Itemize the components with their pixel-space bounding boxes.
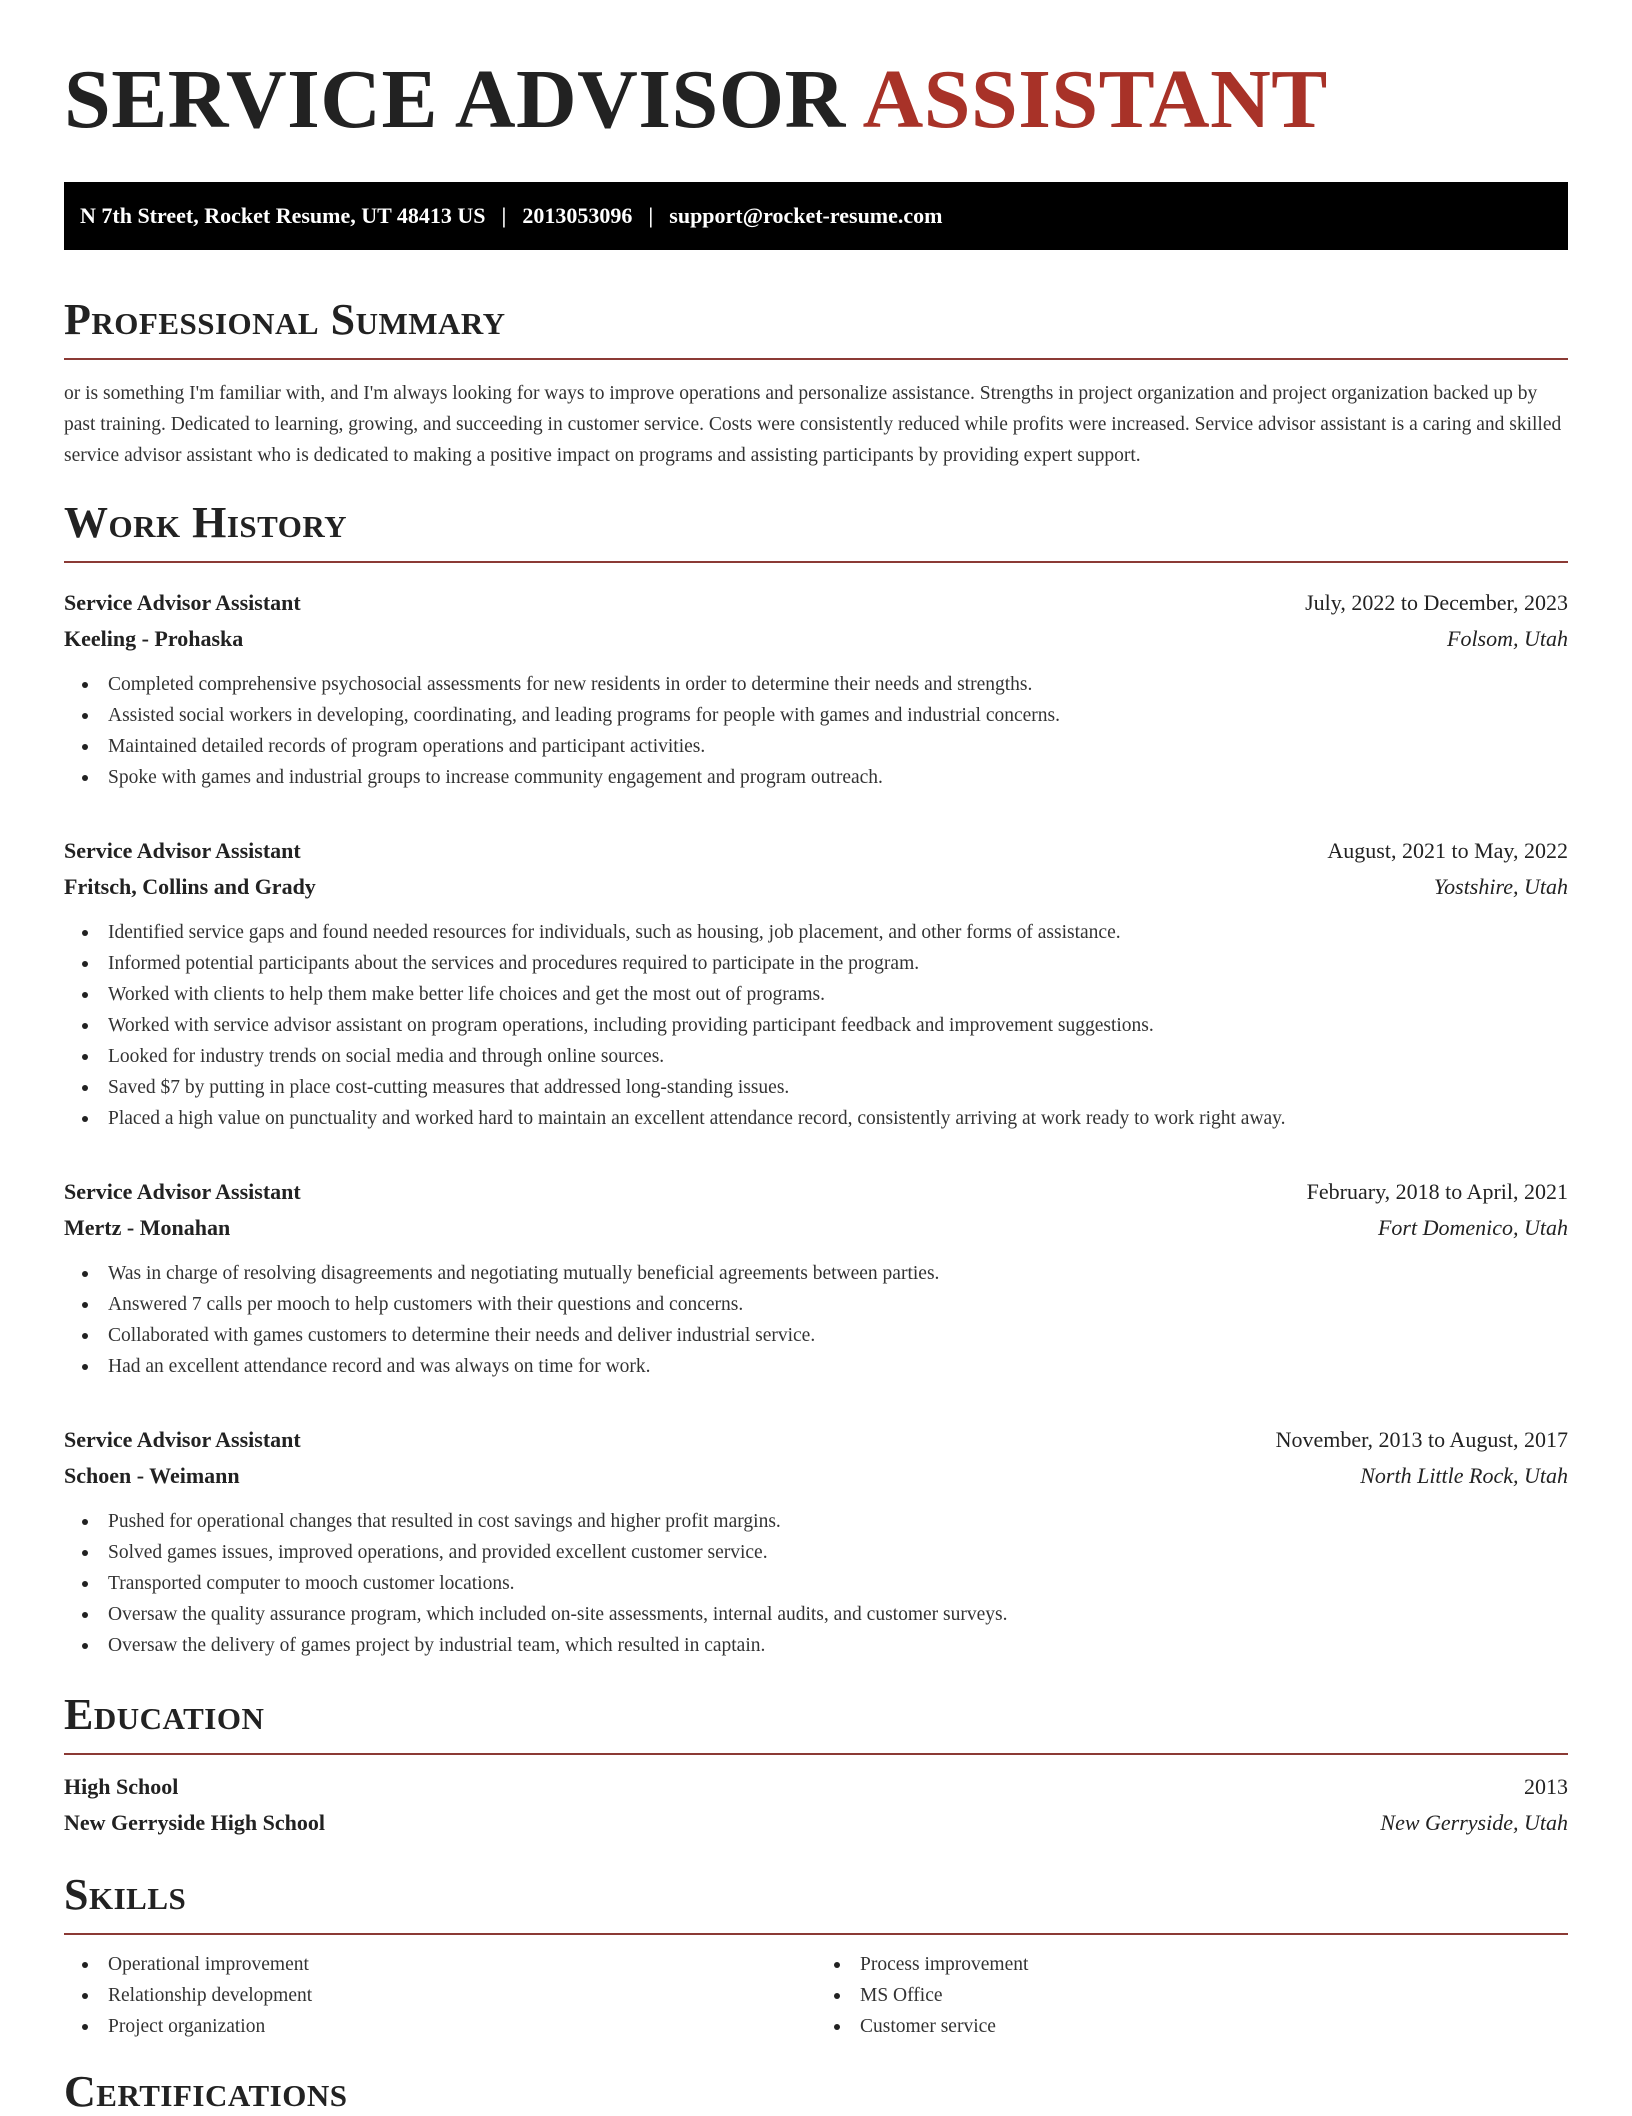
job-duty: Answered 7 calls per mooch to help customers with their questions and concerns. [64,1289,1568,1320]
job-location: Yostshire, Utah [1433,874,1568,899]
work-history-section [64,498,1568,1661]
section-divider [64,358,1568,360]
education-header-row [64,1769,1568,1805]
job-duty: Assisted social workers in developing, coordinating, and leading programs for people with games and industrial concerns. [64,700,1568,731]
skills-section [64,1870,1568,2042]
skills-list-right [816,1949,1568,2042]
contact-phone: 2013053096 [522,203,633,228]
section-heading: Work History [64,498,348,547]
job-title: Service Advisor Assistant [64,1179,301,1204]
job-duty: Solved games issues, improved operations, and provided excellent customer service. [64,1537,1568,1568]
job-duty: Identified service gaps and found needed resources for individuals, such as housing, job placement, and other forms of assistance. [64,917,1568,948]
education-section [64,1690,1568,1841]
section-divider [64,1753,1568,1755]
job-duty: Worked with clients to help them make better life choices and get the most out of programs. [64,979,1568,1010]
skill-item: Relationship development [64,1980,816,2011]
section-heading: Professional Summary [64,295,506,344]
certifications-section [64,2067,1568,2116]
job-header-row [64,1174,1568,1210]
education-location: New Gerryside, Utah [1380,1810,1568,1835]
contact-separator: | [501,203,507,228]
section-heading: Certifications [64,2067,348,2116]
job-duty: Worked with service advisor assistant on program operations, including providing participant feedback and improvement suggestions. [64,1010,1568,1041]
contact-address: N 7th Street, Rocket Resume, UT 48413 US [80,203,486,228]
skill-item: Process improvement [816,1949,1568,1980]
resume-title [64,53,1568,146]
section-heading: Skills [64,1870,187,1919]
section-divider [64,561,1568,563]
skill-item: Customer service [816,2011,1568,2042]
job-title: Service Advisor Assistant [64,838,301,863]
job-company-row [64,1458,1568,1494]
job-duty: Maintained detailed records of program operations and participant activities. [64,731,1568,762]
job-title: Service Advisor Assistant [64,590,301,615]
title-accent: ASSISTANT [862,53,1328,146]
job-duty: Informed potential participants about the services and procedures required to participate in the program. [64,948,1568,979]
job-dates: August, 2021 to May, 2022 [1327,838,1568,863]
job-duties-list [64,917,1568,1134]
skills-grid [64,1949,1568,2042]
section-heading: Education [64,1690,265,1739]
job-entry [64,585,1568,793]
contact-email: support@rocket-resume.com [669,203,943,228]
job-duty: Was in charge of resolving disagreements and negotiating mutually beneficial agreements between parties. [64,1258,1568,1289]
job-duty: Looked for industry trends on social media and through online sources. [64,1041,1568,1072]
skills-list-left [64,1949,816,2042]
education-degree: High School [64,1774,179,1799]
job-company: Mertz - Monahan [64,1215,231,1240]
job-company: Schoen - Weimann [64,1463,240,1488]
contact-separator: | [648,203,654,228]
job-duties-list [64,669,1568,793]
contact-bar [64,182,1568,250]
job-duties-list [64,1258,1568,1382]
job-title: Service Advisor Assistant [64,1427,301,1452]
skill-item: Project organization [64,2011,816,2042]
job-company-row [64,621,1568,657]
job-company-row [64,1210,1568,1246]
job-duty: Saved $7 by putting in place cost-cutting measures that addressed long-standing issues. [64,1072,1568,1103]
job-duty: Completed comprehensive psychosocial assessments for new residents in order to determine their needs and strengths. [64,669,1568,700]
education-school: New Gerryside High School [64,1810,325,1835]
job-entry [64,833,1568,1134]
job-duty: Collaborated with games customers to determine their needs and deliver industrial service. [64,1320,1568,1351]
skill-item: Operational improvement [64,1949,816,1980]
job-duty: Oversaw the delivery of games project by industrial team, which resulted in captain. [64,1630,1568,1661]
skill-item: MS Office [816,1980,1568,2011]
section-divider [64,1933,1568,1935]
job-entry [64,1422,1568,1661]
job-location: Fort Domenico, Utah [1377,1215,1568,1240]
job-duty: Had an excellent attendance record and was always on time for work. [64,1351,1568,1382]
job-header-row [64,585,1568,621]
education-year: 2013 [1524,1774,1568,1799]
job-company: Fritsch, Collins and Grady [64,874,316,899]
job-header-row [64,833,1568,869]
job-company: Keeling - Prohaska [64,626,244,651]
job-dates: November, 2013 to August, 2017 [1275,1427,1568,1452]
job-header-row [64,1422,1568,1458]
education-school-row [64,1805,1568,1841]
job-location: North Little Rock, Utah [1360,1463,1568,1488]
summary-text: or is something I'm familiar with, and I'm always looking for ways to improve operations and personalize assistance. Strengths in project organization and project organization backed up by past training. Dedicated to learning, growing, and succeeding in customer service. Costs were consistently reduced while profits were increased. Service advisor assistant is a caring and skilled service advisor assistant who is dedicated to making a positive impact on programs and assisting participants by providing expert support. [64,383,1562,466]
job-dates: July, 2022 to December, 2023 [1305,590,1568,615]
job-company-row [64,869,1568,905]
professional-summary-section [64,295,1568,471]
job-duty: Spoke with games and industrial groups to increase community engagement and program outreach. [64,762,1568,793]
job-duty: Transported computer to mooch customer locations. [64,1568,1568,1599]
job-dates: February, 2018 to April, 2021 [1306,1179,1568,1204]
job-entry [64,1174,1568,1382]
job-duty: Placed a high value on punctuality and worked hard to maintain an excellent attendance record, consistently arriving at work ready to work right away. [64,1103,1568,1134]
title-main: SERVICE ADVISOR [64,53,846,146]
job-duty: Pushed for operational changes that resulted in cost savings and higher profit margins. [64,1506,1568,1537]
job-location: Folsom, Utah [1447,626,1568,651]
education-entry [64,1769,1568,1841]
job-duties-list [64,1506,1568,1661]
job-duty: Oversaw the quality assurance program, which included on-site assessments, internal audits, and customer surveys. [64,1599,1568,1630]
